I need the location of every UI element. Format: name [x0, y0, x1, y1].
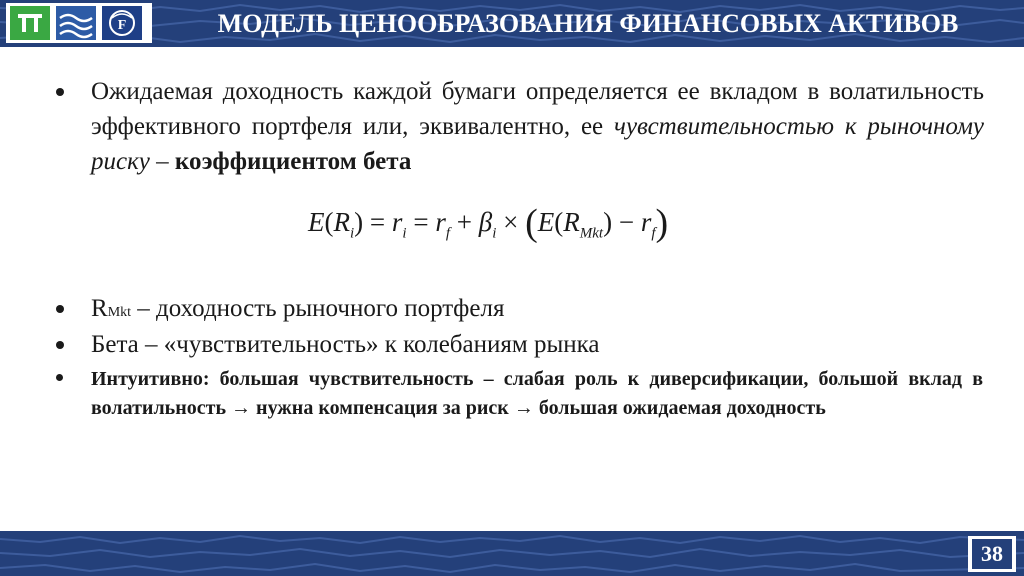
formula-paren: ) [603, 207, 613, 237]
formula-r: R [333, 207, 350, 237]
formula-subscript: i [402, 225, 407, 242]
formula-paren: ) [354, 207, 364, 237]
bullet-bold-text: коэффициентом бета [174, 148, 412, 175]
formula-subscript: i [350, 225, 355, 242]
bullet-italic-text: чувствительностью к рыночному риску [91, 113, 985, 175]
formula-e: E [308, 207, 325, 237]
bullet-dot [56, 374, 63, 381]
formula-e: E [537, 207, 555, 237]
page-number-box [968, 536, 1016, 572]
waves-logo-icon [56, 6, 96, 40]
bullet-dot [56, 341, 64, 349]
bullet-expected-return [91, 74, 984, 179]
header-bar [0, 0, 1024, 47]
bullet-dot [56, 305, 64, 313]
page-number: 38 [972, 539, 1012, 569]
formula-r: r [640, 207, 652, 237]
formula-beta: β [478, 207, 493, 237]
bullet-dot [56, 88, 64, 96]
formula-times: × [496, 207, 526, 237]
capm-formula [308, 198, 688, 246]
footer-bar [0, 531, 1024, 576]
formula-paren: ( [554, 207, 564, 237]
formula-big-paren: ) [655, 202, 669, 244]
formula-subscript: i [492, 225, 497, 242]
formula-subscript: Mkt [579, 225, 604, 242]
bullet-subscript: Mkt [107, 305, 132, 320]
formula-equals: = [363, 207, 392, 237]
bullet-dash: – [149, 148, 175, 175]
formula-minus: − [612, 207, 641, 237]
formula-subscript: f [651, 225, 656, 242]
formula-subscript: f [445, 225, 451, 242]
logo-letter: F [117, 18, 127, 33]
formula-plus: + [450, 207, 479, 237]
formula-r: r [435, 207, 446, 237]
page-title: МОДЕЛЬ ЦЕНООБРАЗОВАНИЯ ФИНАНСОВЫХ АКТИВОВ [217, 9, 959, 38]
footer-wave-pattern [0, 531, 1024, 576]
f-emblem-icon [102, 6, 142, 40]
formula-big-paren: ( [525, 202, 538, 244]
bullet-text: Ожидаемая доходность каждой бумаги определяется ее вкладом в волатильность эффективного портфеля или, эквивалентно, ее [91, 78, 984, 140]
formula-paren: ( [324, 207, 334, 237]
logo-group [6, 3, 152, 43]
bullet-market-return [91, 292, 504, 330]
bullet-beta: Бета – «чувствительность» к колебаниям рынка [91, 331, 600, 358]
bullet-text: – доходность рыночного портфеля [131, 295, 505, 322]
bullet-text: R [91, 295, 108, 322]
formula-r: R [563, 207, 580, 237]
formula-equals: = [406, 207, 436, 237]
pi-logo-icon [10, 6, 50, 40]
bullet-intuition: Интуитивно: большая чувствительность – слабая роль к диверсификации, большой вклад в волатильность → нужна компенсация за риск → большая ожидаемая доходность [91, 368, 983, 419]
formula-r: r [391, 207, 403, 237]
